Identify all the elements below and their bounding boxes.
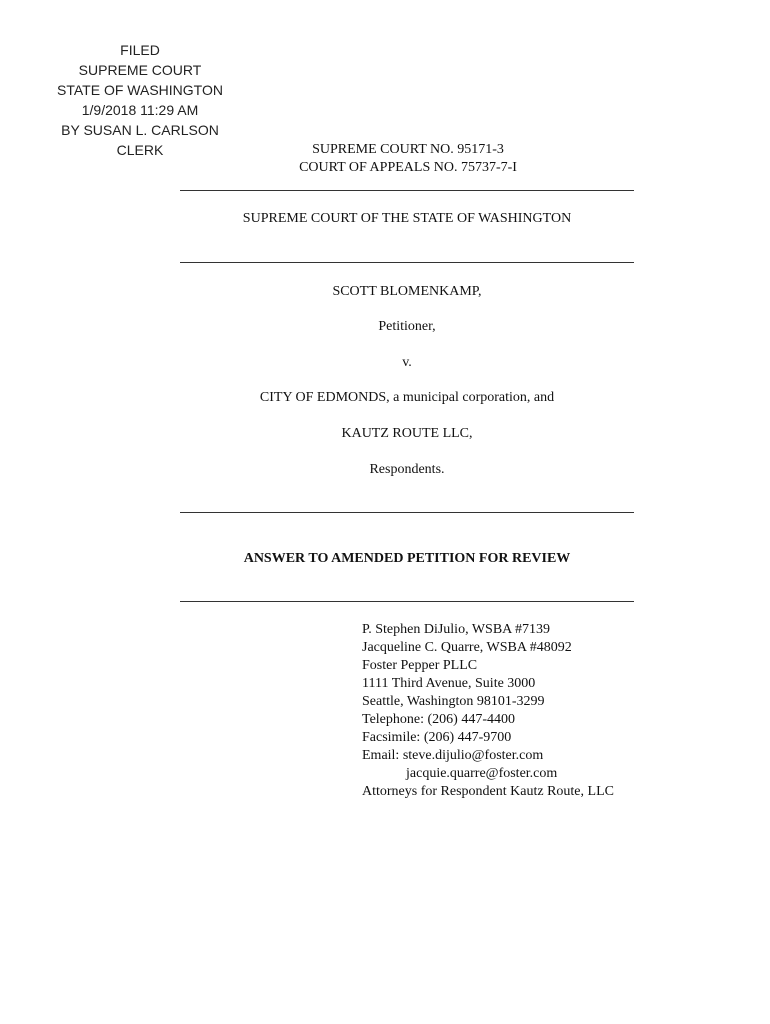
versus: v. <box>402 355 412 370</box>
attorneys-for: Attorneys for Respondent Kautz Route, LLC <box>362 784 614 799</box>
attorney-block <box>362 621 614 801</box>
stamp-court: SUPREME COURT <box>78 62 202 78</box>
firm-name: Foster Pepper PLLC <box>362 658 478 673</box>
attorney-2: Jacqueline C. Quarre, WSBA #48092 <box>362 640 572 655</box>
respondent-city: CITY OF EDMONDS, a municipal corporation, and <box>259 390 555 405</box>
stamp-state: STATE OF WASHINGTON <box>57 82 223 98</box>
filing-stamp <box>40 40 240 160</box>
document-title: ANSWER TO AMENDED PETITION FOR REVIEW <box>243 551 571 566</box>
attorney-1: P. Stephen DiJulio, WSBA #7139 <box>362 622 550 637</box>
court-name: SUPREME COURT OF THE STATE OF WASHINGTON <box>242 211 572 226</box>
appeals-court-number: COURT OF APPEALS NO. 75737-7-I <box>299 160 517 175</box>
supreme-court-number: SUPREME COURT NO. 95171-3 <box>312 142 504 157</box>
telephone: Telephone: (206) 447-4400 <box>362 712 515 727</box>
stamp-datetime: 1/9/2018 11:29 AM <box>81 102 199 118</box>
email-2: jacquie.quarre@foster.com <box>406 766 558 781</box>
divider <box>180 512 634 513</box>
stamp-clerk-name: BY SUSAN L. CARLSON <box>61 122 219 138</box>
email-1: Email: steve.dijulio@foster.com <box>362 748 544 763</box>
respondent-kautz: KAUTZ ROUTE LLC, <box>341 426 473 441</box>
divider <box>180 601 634 602</box>
petitioner-name: SCOTT BLOMENKAMP, <box>332 284 482 299</box>
firm-address: 1111 Third Avenue, Suite 3000 <box>362 676 536 691</box>
facsimile: Facsimile: (206) 447-9700 <box>362 730 512 745</box>
firm-city: Seattle, Washington 98101-3299 <box>362 694 545 709</box>
divider <box>180 190 634 191</box>
stamp-clerk-title: CLERK <box>116 142 164 158</box>
respondent-role: Respondents. <box>369 462 445 477</box>
divider <box>180 262 634 263</box>
case-numbers <box>260 141 556 177</box>
petitioner-role: Petitioner, <box>378 319 436 334</box>
stamp-filed: FILED <box>120 42 160 58</box>
